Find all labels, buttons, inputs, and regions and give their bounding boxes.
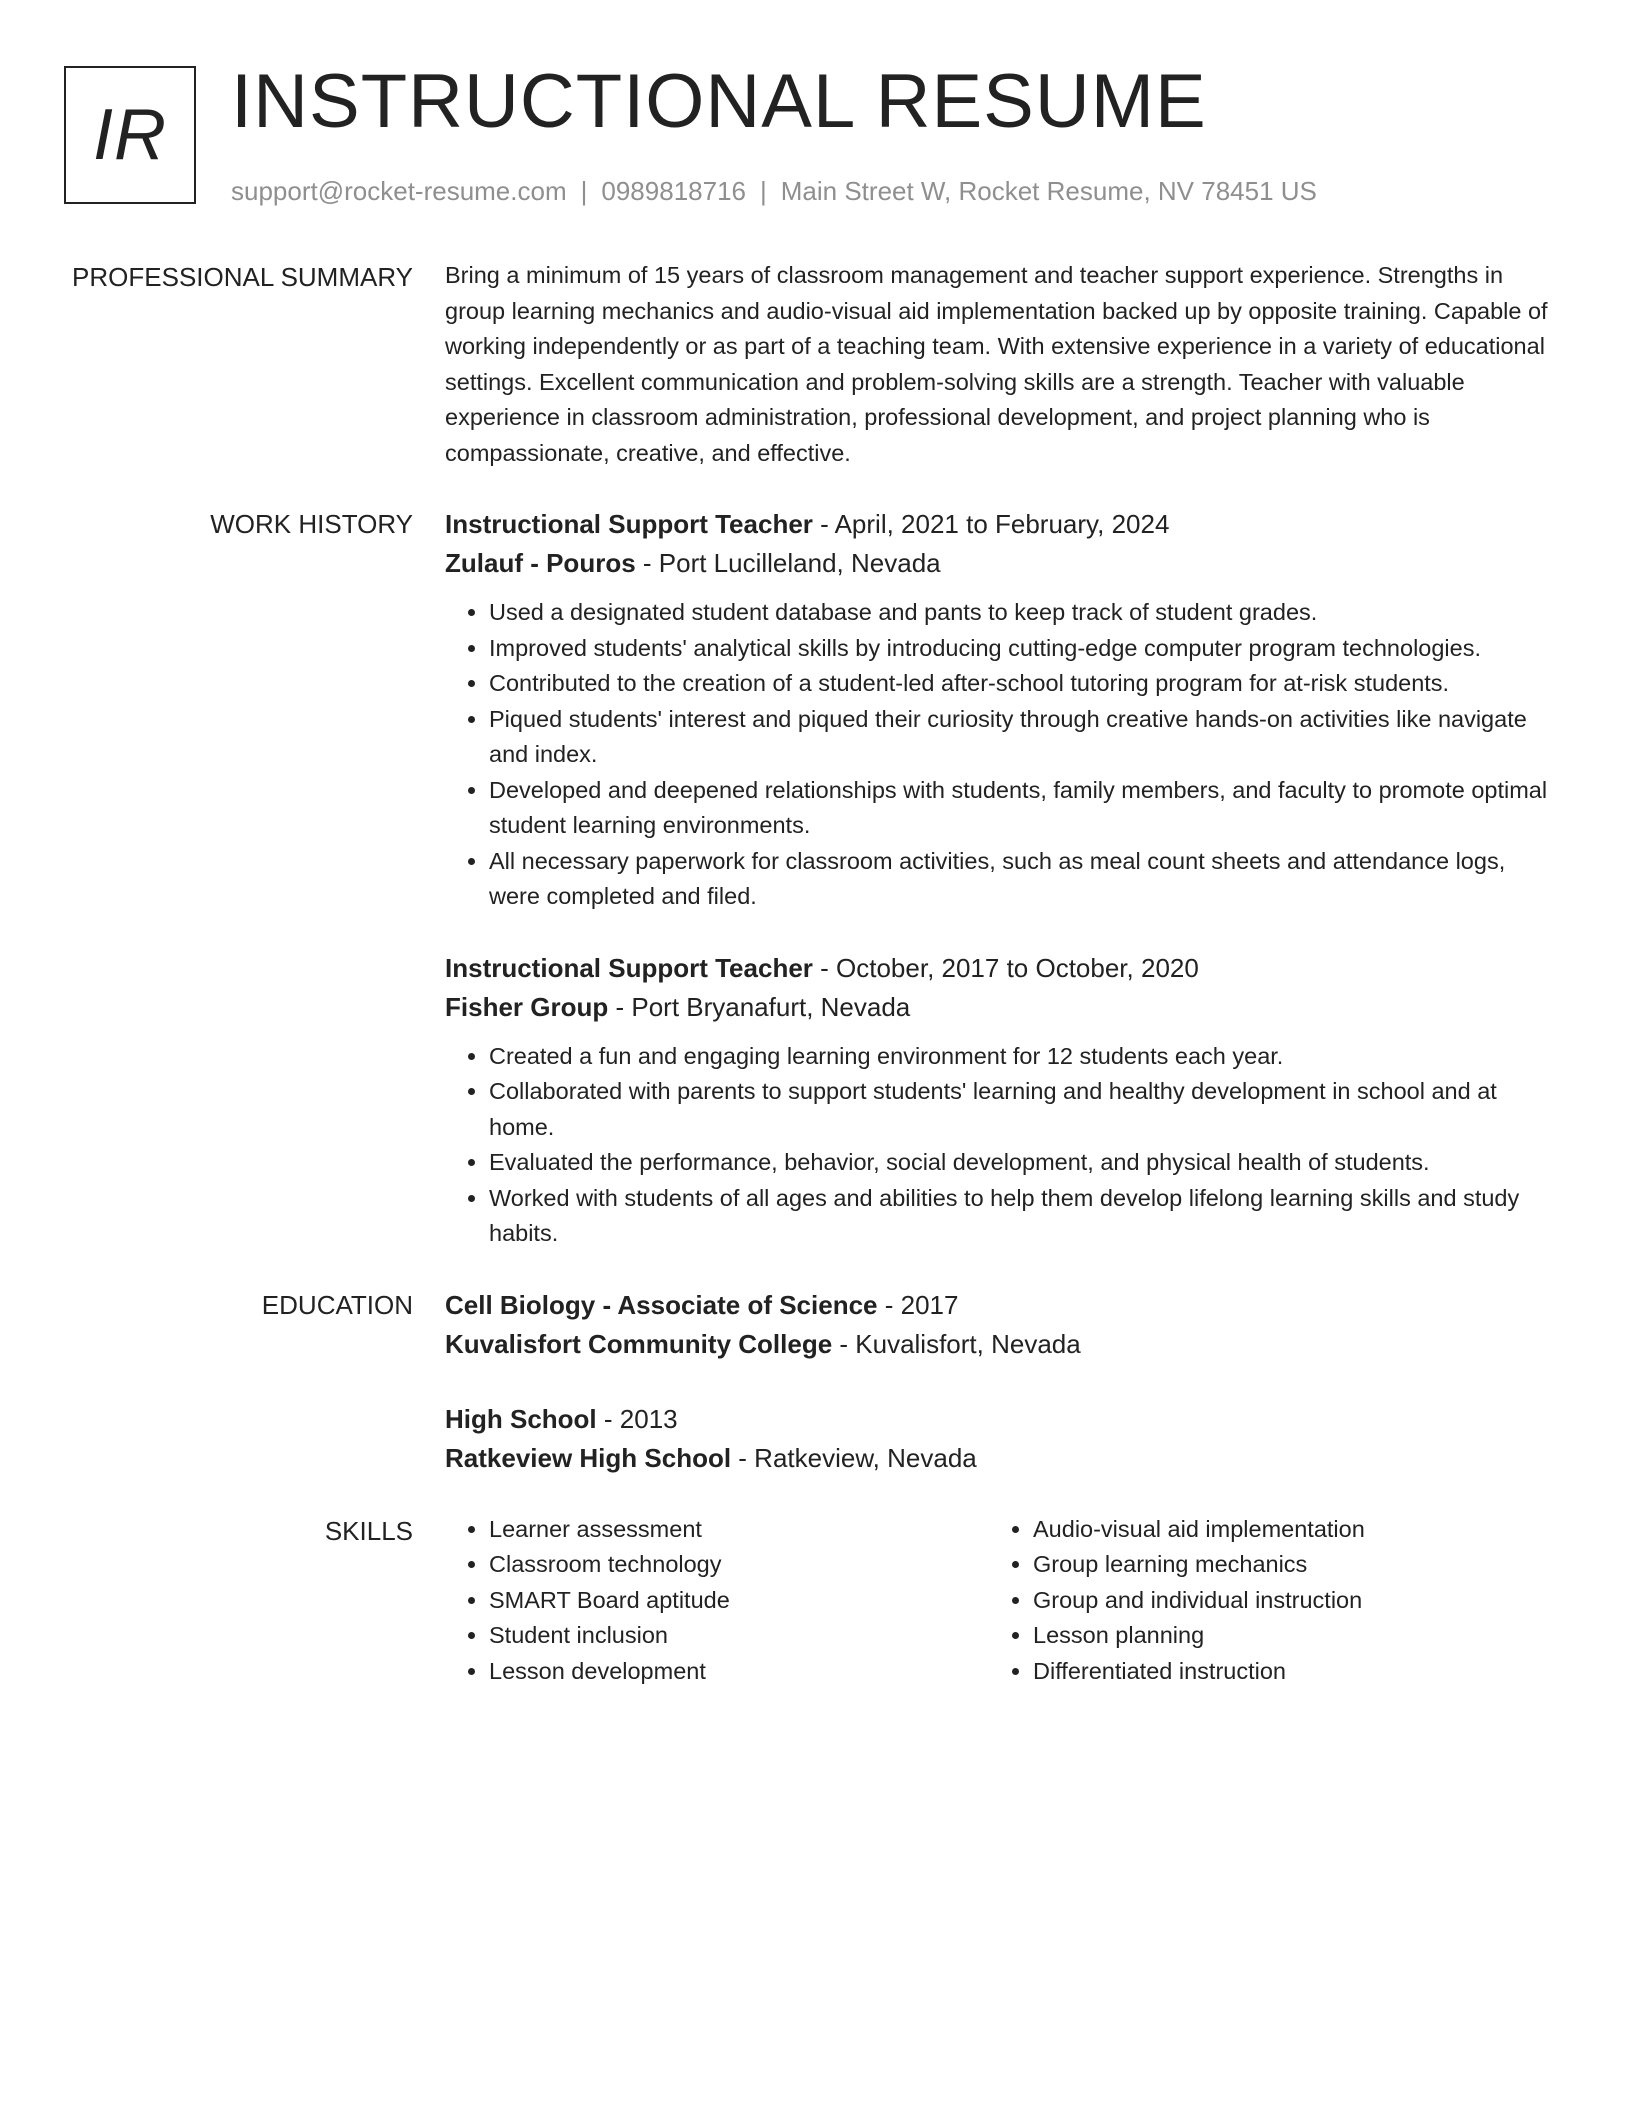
skills-section xyxy=(64,1512,1568,1690)
education-year: - 2013 xyxy=(596,1403,678,1434)
skills-grid xyxy=(445,1512,1555,1690)
education-entry xyxy=(445,1286,1555,1364)
contact-separator: | xyxy=(760,176,767,206)
job-entry xyxy=(445,949,1555,1252)
skill-item: • Audio-visual aid implementation xyxy=(1033,1512,1553,1548)
section-label-summary: PROFESSIONAL SUMMARY xyxy=(72,262,413,292)
skill-item: • Learner assessment xyxy=(489,1512,989,1548)
job-title: Instructional Support Teacher xyxy=(445,952,813,983)
job-title-line xyxy=(445,949,1555,988)
list-item: • Developed and deepened relationships with students, family members, and faculty to promote optimal student learning environments. xyxy=(489,773,1555,844)
skill-item: • Classroom technology xyxy=(489,1547,989,1583)
section-label-work: WORK HISTORY xyxy=(210,509,413,539)
summary-text: Bring a minimum of 15 years of classroom management and teacher support experience. Strengths in group learning mechanics and audio-visual aid implementation backed up by opposite training. Capable of working independently or as part of a teaching team. With extensive experience in a variety of educational settings. Excellent communication and problem-solving skills are a strength. Teacher with valuable experience in classroom administration, professional development, and project planning who is compassionate, creative, and effective. xyxy=(445,262,1548,466)
contact-phone[interactable]: 0989818716 xyxy=(601,176,746,206)
job-company-line xyxy=(445,544,1555,583)
skills-list-right xyxy=(989,1512,1553,1690)
education-school: Kuvalisfort Community College xyxy=(445,1328,833,1359)
section-label-education: EDUCATION xyxy=(261,1289,413,1320)
education-degree: Cell Biology - Associate of Science xyxy=(445,1289,878,1320)
job-title-line xyxy=(445,505,1555,544)
job-location: - Port Bryanafurt, Nevada xyxy=(608,991,911,1022)
list-item: • Improved students' analytical skills by introducing cutting-edge computer program technologies. xyxy=(489,631,1555,667)
education-body xyxy=(445,1286,1555,1478)
skill-item: • Group and individual instruction xyxy=(1033,1583,1553,1619)
resume-content xyxy=(64,258,1568,1723)
contact-separator: | xyxy=(580,176,588,206)
education-year: - 2017 xyxy=(877,1289,959,1320)
job-company: Zulauf - Pouros xyxy=(445,548,636,578)
job-dates: - October, 2017 to October, 2020 xyxy=(812,952,1199,983)
skill-item: • Student inclusion xyxy=(489,1618,989,1654)
job-title: Instructional Support Teacher xyxy=(445,509,813,539)
job-bullets xyxy=(445,1039,1555,1252)
job-company-line xyxy=(445,988,1555,1027)
list-item: • Worked with students of all ages and abilities to help them develop lifelong learning skills and study habits. xyxy=(489,1181,1555,1252)
job-company: Fisher Group xyxy=(445,991,609,1022)
work-body xyxy=(445,505,1555,1252)
list-item: • All necessary paperwork for classroom activities, such as meal count sheets and attendance logs, were completed and filed. xyxy=(489,844,1555,915)
list-item: • Piqued students' interest and piqued their curiosity through creative hands-on activities like navigate and index. xyxy=(489,702,1555,773)
education-degree-line xyxy=(445,1286,1555,1325)
job-location: - Port Lucilleland, Nevada xyxy=(635,548,941,578)
job-entry xyxy=(445,505,1555,915)
education-degree-line xyxy=(445,1400,1555,1439)
education-section xyxy=(64,1286,1568,1478)
summary-section xyxy=(64,258,1568,471)
education-school-line xyxy=(445,1325,1555,1364)
list-item: • Created a fun and engaging learning environment for 12 students each year. xyxy=(489,1039,1555,1075)
skill-item: • Lesson development xyxy=(489,1654,989,1690)
contact-email[interactable]: support@rocket-resume.com xyxy=(231,176,567,206)
education-entry xyxy=(445,1400,1555,1478)
skill-item: • Differentiated instruction xyxy=(1033,1654,1553,1690)
contact-address: Main Street W, Rocket Resume, NV 78451 US xyxy=(780,176,1317,206)
list-item: • Contributed to the creation of a student-led after-school tutoring program for at-risk students. xyxy=(489,666,1555,702)
education-degree: High School xyxy=(445,1403,597,1434)
skill-item: • Group learning mechanics xyxy=(1033,1547,1553,1583)
resume-name: INSTRUCTIONAL RESUME xyxy=(231,59,1207,144)
education-location: - Ratkeview, Nevada xyxy=(731,1442,977,1473)
skill-item: • SMART Board aptitude xyxy=(489,1583,989,1619)
job-bullets xyxy=(445,595,1555,915)
monogram-logo: IR xyxy=(64,66,196,204)
education-location: - Kuvalisfort, Nevada xyxy=(832,1328,1081,1359)
list-item: • Used a designated student database and pants to keep track of student grades. xyxy=(489,595,1555,631)
summary-body xyxy=(445,258,1555,471)
skills-body xyxy=(445,1512,1555,1690)
work-section xyxy=(64,505,1568,1252)
education-school-line xyxy=(445,1439,1555,1478)
list-item: • Evaluated the performance, behavior, social development, and physical health of students. xyxy=(489,1145,1555,1181)
skills-list-left xyxy=(445,1512,989,1690)
job-dates: - April, 2021 to February, 2024 xyxy=(812,509,1170,539)
resume-header xyxy=(64,59,1568,214)
education-school: Ratkeview High School xyxy=(445,1442,732,1473)
skill-item: • Lesson planning xyxy=(1033,1618,1553,1654)
contact-line xyxy=(231,176,1317,207)
section-label-skills: SKILLS xyxy=(324,1515,413,1546)
list-item: • Collaborated with parents to support students' learning and healthy development in school and at home. xyxy=(489,1074,1555,1145)
